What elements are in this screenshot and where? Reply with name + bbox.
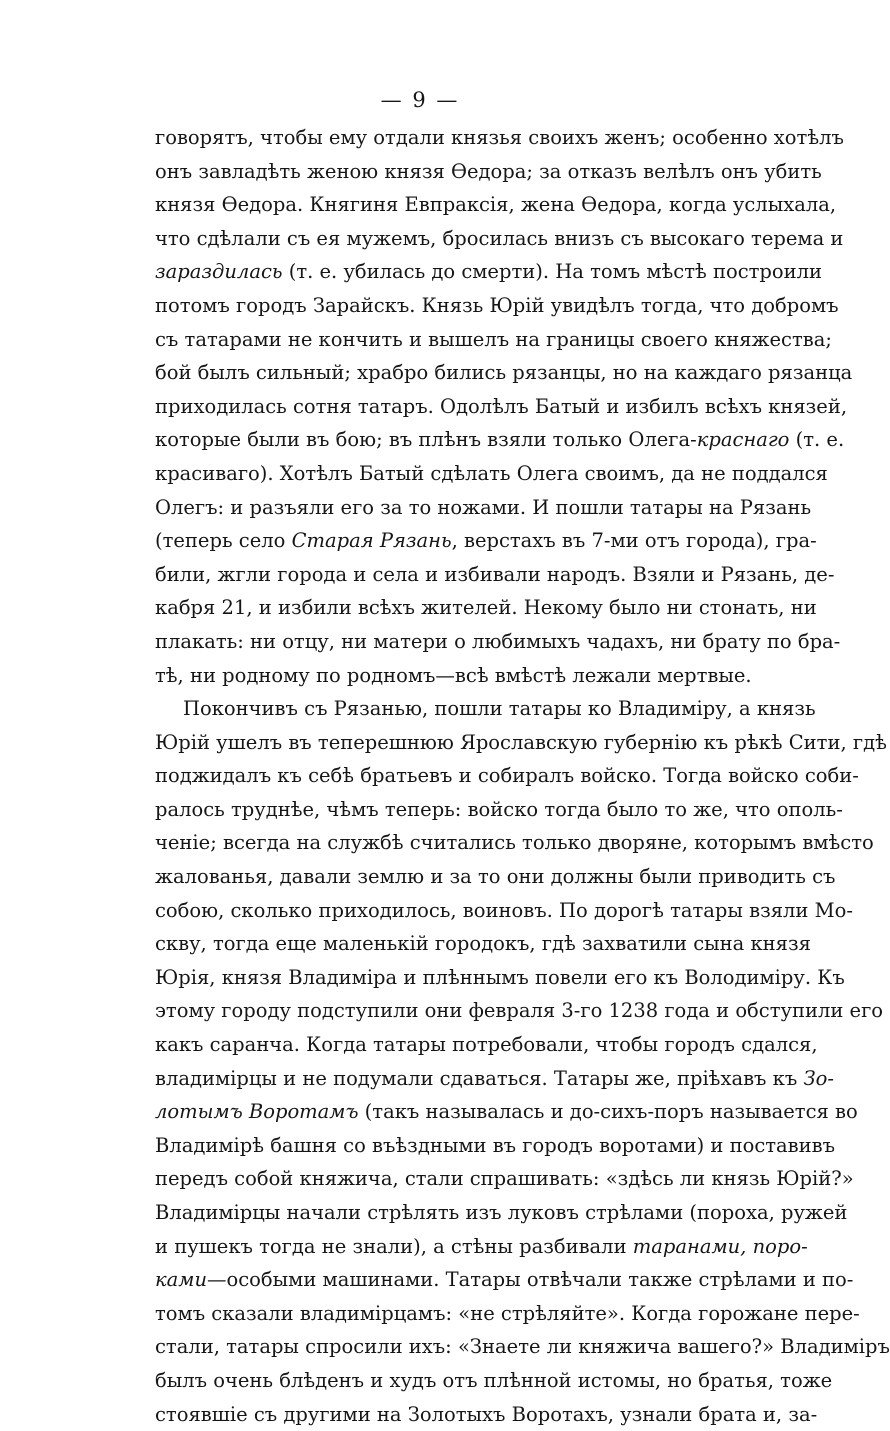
text-run: собою, сколько приходилось, воиновъ. По дорогѣ татары взяли Мо- <box>155 898 853 922</box>
text-run: стоявшіе съ другими на Золотыхъ Воротахъ, узнали брата и, за- <box>155 1402 818 1426</box>
text-line <box>155 1297 860 1331</box>
text-run: (т. е. убилась до смерти). На томъ мѣстѣ построили <box>282 260 823 284</box>
text-run: бой былъ сильный; храбро бились рязанцы, но на каждаго рязанца <box>155 361 853 385</box>
text-run: тѣ, ни родному по родномъ—всѣ вмѣстѣ лежали мертвые. <box>155 663 752 687</box>
text-line <box>155 155 822 189</box>
text-line <box>155 1129 836 1163</box>
text-line <box>155 222 844 256</box>
text-line <box>155 1364 833 1398</box>
text-line <box>155 255 823 289</box>
text-run: приходилась сотня татаръ. Одолѣлъ Батый и избилъ всѣхъ князей, <box>155 394 848 418</box>
text-line <box>155 423 845 457</box>
text-line <box>155 491 812 525</box>
text-run: Юрій ушелъ въ теперешнюю Ярославскую губернію къ рѣкѣ Сити, гдѣ <box>155 730 887 754</box>
text-line <box>155 1230 808 1264</box>
text-run: (теперь село <box>155 529 292 553</box>
text-run: , верстахъ въ 7-ми отъ города), гра- <box>451 529 817 553</box>
body-text <box>155 121 890 1431</box>
italic-text: лотымъ Воротамъ <box>155 1100 359 1124</box>
text-line <box>155 860 836 894</box>
text-run: потомъ городъ Зарайскъ. Князь Юрій увидѣлъ тогда, что добромъ <box>155 293 839 317</box>
italic-text: зараздилась <box>155 260 283 284</box>
text-line <box>155 356 853 390</box>
text-run: былъ очень блѣденъ и худъ отъ плѣнной истомы, но братья, тоже <box>155 1368 833 1392</box>
text-run: кабря 21, и избили всѣхъ жителей. Некому было ни стонать, ни <box>155 596 817 620</box>
text-run: поджидалъ къ себѣ братьевъ и собиралъ войско. Тогда войско соби- <box>155 764 859 788</box>
text-run: Владимірцы начали стрѣлять изъ луковъ стрѣлами (пороха, ружей <box>155 1201 848 1224</box>
text-run: которые были въ бою; въ плѣнъ взяли только Олега- <box>155 428 697 452</box>
page-number: — 9 — <box>380 88 460 112</box>
text-run: били, жгли города и села и избивали народъ. Взяли и Рязань, де- <box>155 562 835 586</box>
italic-text: Старая Рязань <box>291 529 452 553</box>
text-line <box>155 524 817 558</box>
text-line <box>155 659 752 693</box>
text-line <box>155 961 845 995</box>
italic-text: ками <box>155 1268 207 1292</box>
text-run: красиваго). Хотѣлъ Батый сдѣлать Олега своимъ, да не поддался <box>155 461 828 485</box>
text-line <box>155 1330 890 1364</box>
text-run: владимірцы и не подумали сдаваться. Татары же, пріѣхавъ къ <box>155 1066 804 1090</box>
text-run: стали, татары спросили ихъ: «Знаете ли княжича вашего?» Владиміръ <box>155 1335 890 1359</box>
text-line <box>155 1162 854 1196</box>
text-run: Юрія, князя Владиміра и плѣннымъ повели его къ Володиміру. Къ <box>155 965 845 989</box>
text-line <box>155 927 811 961</box>
text-run: томъ сказали владимірцамъ: «не стрѣляйте». Когда горожане пере- <box>155 1301 860 1325</box>
text-run: этому городу подступили они февраля 3-го 1238 года и обступили его <box>155 999 884 1023</box>
italic-text: краснаго <box>696 428 790 452</box>
text-line <box>155 793 843 827</box>
text-run: —особыми машинами. Татары отвѣчали также стрѣлами и по- <box>207 1268 854 1292</box>
text-line <box>155 726 887 760</box>
text-run: скву, тогда еще маленькій городокъ, гдѣ захватили сына князя <box>155 932 811 956</box>
text-line <box>155 1263 854 1297</box>
text-line <box>155 558 835 592</box>
text-line <box>155 188 837 222</box>
text-run: жалованья, давали землю и за то они должны были приводить съ <box>155 865 836 889</box>
text-line <box>155 1196 848 1230</box>
text-run: что сдѣлали съ ея мужемъ, бросилась внизъ съ высокаго терема и <box>155 226 844 250</box>
text-line <box>155 1062 834 1096</box>
italic-text: таранами, поро- <box>632 1234 808 1258</box>
text-run: князя Ѳедора. Княгиня Евпраксія, жена Ѳедора, когда услыхала, <box>155 193 837 217</box>
text-run: и пушекъ тогда не знали), а стѣны разбивали <box>155 1234 633 1258</box>
text-line <box>155 994 884 1028</box>
text-line <box>155 826 874 860</box>
text-run: (такъ называлась и до-сихъ-поръ называется во <box>358 1100 858 1124</box>
text-line <box>155 323 832 357</box>
text-line <box>155 759 859 793</box>
text-run: Олегъ: и разъяли его за то ножами. И пошли татары на Рязань <box>155 495 812 519</box>
text-run: передъ собой княжича, стали спрашивать: «здѣсь ли князь Юрій?» <box>155 1167 854 1191</box>
text-line <box>155 591 817 625</box>
text-line <box>155 457 828 491</box>
text-run: съ татарами не кончить и вышелъ на границы своего княжества; <box>155 327 832 351</box>
text-line <box>155 1028 818 1062</box>
text-run: какъ саранча. Когда татары потребовали, чтобы городъ сдался, <box>155 1033 818 1057</box>
text-run: Покончивъ съ Рязанью, пошли татары ко Владиміру, а князь <box>183 697 816 721</box>
text-line <box>155 1398 818 1431</box>
text-line <box>155 390 848 424</box>
text-run: плакать: ни отцу, ни матери о любимыхъ чадахъ, ни брату по бра- <box>155 629 841 653</box>
text-run: ченіе; всегда на службѣ считались только дворяне, которымъ вмѣсто <box>155 831 874 855</box>
text-line <box>155 289 839 323</box>
italic-text: Зо- <box>803 1066 834 1090</box>
text-line <box>155 1095 858 1129</box>
text-run: онъ завладѣть женою князя Ѳедора; за отказъ велѣлъ онъ убить <box>155 159 822 183</box>
text-line <box>155 625 841 659</box>
paragraph-first-line <box>155 692 816 726</box>
text-line <box>155 894 853 928</box>
text-run: (т. е. <box>789 428 845 452</box>
text-run: говорятъ, чтобы ему отдали князья своихъ женъ; особенно хотѣлъ <box>155 126 844 149</box>
text-run: ралось труднѣе, чѣмъ теперь: войско тогда было то же, что ополь- <box>155 797 843 821</box>
text-line <box>155 121 844 155</box>
text-run: Владимірѣ башня со въѣздными въ городъ воротами) и поставивъ <box>155 1133 836 1157</box>
